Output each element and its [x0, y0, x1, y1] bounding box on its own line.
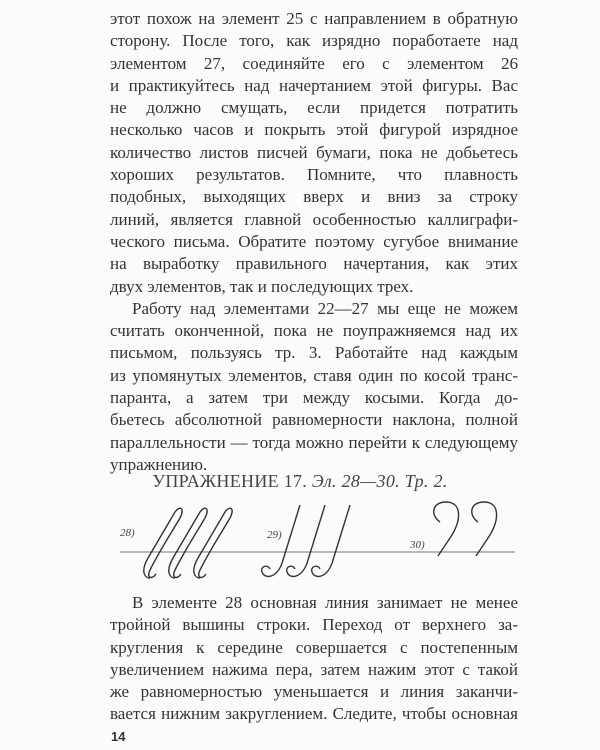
text-line: упражнению. — [110, 454, 208, 474]
label-29: 29) — [267, 529, 282, 541]
text-line: и практикуйтесь над начертанием этой фигуры. Вас — [110, 75, 518, 95]
text-line: элементом 27, соединяйте его с элементом 26 — [110, 53, 518, 73]
text-line: этот похож на элемент 25 с направлением в обратную — [110, 9, 518, 28]
text-line: паранта, а затем три между косыми. Когда до- — [110, 388, 518, 408]
text-line: линий, является главной особенностью каллиграфи- — [110, 209, 518, 229]
text-line: подобных, выходящих вверх и вниз за строку — [110, 187, 518, 207]
label-28: 28) — [120, 527, 135, 539]
text-line: письмом, пользуясь тр. 3. Работайте над каждым — [110, 343, 518, 363]
exercise-heading — [0, 471, 600, 492]
element-30-strokes — [434, 502, 497, 556]
text-line: количество листов писчей бумаги, пока не добьетесь — [110, 142, 518, 162]
text-line: кругления к середине совершается с постепенным — [110, 637, 518, 657]
exercise-title: УПРАЖНЕНИЕ 17. — [152, 471, 308, 491]
exercise-template: Тр. 2. — [404, 471, 448, 491]
text-line: В элементе 28 основная линия занимает не менее — [132, 593, 518, 612]
element-28-strokes — [144, 508, 232, 578]
text-line: увеличением нажима пера, затем нажим этот с такой — [110, 659, 518, 679]
text-line: не должно смущать, если придется потратить — [110, 98, 518, 118]
text-line: же равномерностью уменьшается и линия заканчи- — [110, 682, 518, 702]
text-line: несколько часов и покрыть этой фигурой изрядное — [110, 120, 518, 140]
label-30: 30) — [410, 539, 425, 551]
page-number: 14 — [111, 729, 126, 744]
text-line: из упомянутых элементов, ставя один по косой транс- — [110, 365, 518, 385]
exercise-elements: Эл. 28—30. — [311, 471, 400, 491]
text-line: бьетесь абсолютной равномерности наклона, полной — [110, 410, 518, 430]
text-line: параллельности — тогда можно перейти к следующему — [110, 432, 518, 452]
calligraphy-figure — [0, 500, 600, 590]
text-line: считать оконченной, пока не поупражняемся над их — [110, 321, 518, 341]
text-line: ческого письма. Обратите поэтому сугубое внимание — [110, 231, 518, 251]
body-text-bottom — [110, 592, 518, 726]
text-line: вается нижним закруглением. Следите, чтобы основная — [110, 704, 518, 724]
text-line: тройной вышины строки. Переход от верхнего за- — [110, 615, 518, 635]
text-line: Работу над элементами 22—27 мы еще не можем — [132, 298, 518, 318]
text-line: на выработку правильного начертания, как этих — [110, 254, 518, 274]
text-line: хороших результатов. Помните, что плавность — [110, 165, 518, 185]
body-text-top — [110, 8, 518, 476]
text-line: сторону. После того, как изрядно поработаете над — [110, 31, 518, 51]
text-line: двух элементов, так и последующих трех. — [110, 276, 414, 296]
